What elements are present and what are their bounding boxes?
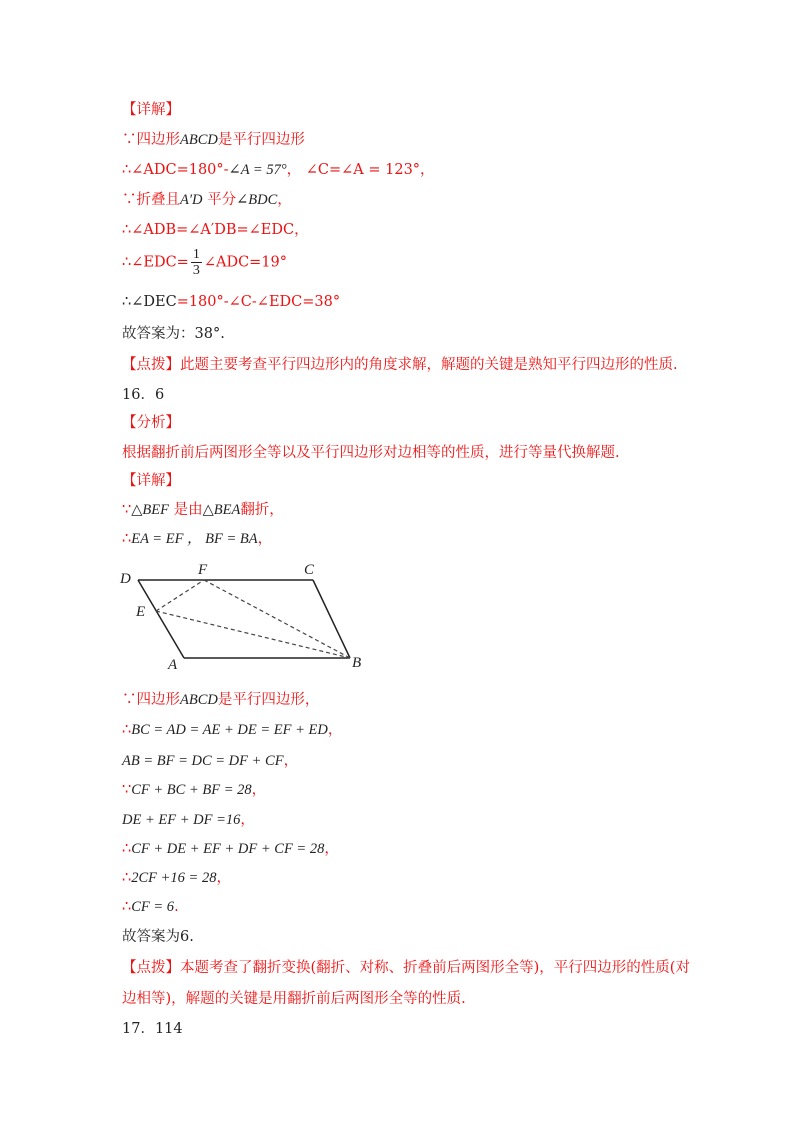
text: ∴∠ADC=180°-: [122, 162, 229, 178]
text: ，: [251, 782, 267, 798]
text: ，: [286, 162, 302, 178]
line-tip-1: [122, 355, 678, 375]
text: ∴∠ADB=∠A′DB=∠EDC，: [122, 222, 309, 238]
fraction-one-third: [191, 247, 202, 278]
text: ∵: [122, 502, 132, 518]
label-f: F: [198, 562, 208, 578]
text: 故答案为6.: [122, 929, 194, 945]
math-angle-a: ∠A = 57°: [228, 162, 287, 178]
text: ∴: [122, 722, 132, 738]
text: 16．6: [122, 387, 165, 403]
text: 17．114: [122, 1021, 183, 1037]
line-tip-2b: [122, 989, 466, 1009]
line-ab-eq: [122, 751, 298, 771]
numerator: 1: [192, 247, 200, 262]
math-triangle-bea: △BEA: [202, 502, 241, 518]
problem-number-17: [122, 1019, 183, 1039]
line-angle-adc: [122, 160, 435, 180]
line-fold-triangle: [122, 500, 284, 520]
parallelogram-figure: [118, 560, 368, 675]
math-cf-6: CF = 6: [131, 899, 175, 915]
segment-cb: [313, 580, 350, 658]
math-angle-bdc: ∠BDC: [236, 192, 278, 208]
text: 根据翻折前后两图形全等以及平行四边形对边相等的性质，进行等量代换解题.: [122, 445, 620, 461]
text: ∵四边形: [122, 132, 180, 148]
line-parallelogram-premise: [122, 130, 305, 150]
label-d: D: [120, 571, 131, 587]
text: 【详解】: [122, 473, 180, 489]
line-fold-bisect: [122, 190, 292, 210]
line-bc-eq: [122, 720, 342, 740]
line-cf-6: [122, 897, 179, 917]
line-answer-6: [122, 927, 194, 947]
text: ∠ADC=19°: [203, 254, 288, 271]
text: ∴: [122, 870, 132, 886]
problem-number-16: [122, 385, 164, 405]
text: 【点拨】本题考查了翻折变换(翻折、对称、折叠前后两图形全等)，平行四边形的性质(对: [122, 960, 690, 976]
segment-eb-dashed: [156, 611, 350, 658]
math-perimeter-28: CF + BC + BF = 28: [131, 782, 252, 798]
line-equal-segments: [122, 529, 272, 549]
text: ，: [324, 841, 339, 857]
line-answer-38: [122, 324, 225, 344]
line-angle-edc: [122, 247, 287, 278]
text: ∵折叠且: [122, 192, 180, 208]
segment-fb-dashed: [204, 580, 350, 658]
text: 【详解】: [122, 102, 180, 118]
section-heading-analysis: [122, 413, 180, 433]
text: ，: [283, 753, 299, 769]
text: ∴∠DEC: [122, 294, 177, 310]
math-perimeter-16: DE + EF + DF =16: [122, 812, 241, 828]
text: ，: [327, 722, 343, 738]
line-equal-angles: [122, 220, 309, 240]
math-ab-eq: AB = BF = DC = DF + CF: [122, 753, 284, 769]
line-sum-28: [122, 839, 339, 859]
text: 边相等)，解题的关键是用翻折前后两图形全等的性质.: [122, 991, 466, 1007]
text: ，: [257, 531, 273, 547]
denominator: 3: [192, 263, 200, 278]
math-sum-28: CF + DE + EF + DF + CF = 28: [131, 841, 325, 857]
math-a-prime-d: A′D: [180, 192, 203, 208]
math-abcd: ABCD: [180, 132, 218, 148]
text: 故答案为：38°.: [122, 326, 225, 342]
math-ea-ef-bf-ba: EA = EF ， BF = BA: [131, 531, 258, 547]
text: =180°-∠C-∠EDC=38°: [176, 294, 341, 310]
line-angle-dec: [122, 292, 340, 312]
text: 【点拨】此题主要考查平行四边形内的角度求解，解题的关键是熟知平行四边形的性质.: [122, 357, 678, 373]
text: 【分析】: [122, 415, 180, 431]
text: .: [174, 899, 179, 915]
text: ，: [216, 870, 231, 886]
label-e: E: [136, 604, 146, 620]
text: 是平行四边形，: [217, 692, 320, 708]
line-2cf: [122, 868, 231, 888]
text: 翻折，: [240, 502, 284, 518]
text: ，: [240, 812, 255, 828]
math-bc-eq: BC = AD = AE + DE = EF + ED: [131, 722, 328, 738]
text: 平分: [207, 192, 237, 208]
label-c: C: [304, 562, 315, 578]
math-abcd: ABCD: [180, 692, 218, 708]
text: ∴: [122, 899, 132, 915]
text: 是由: [173, 502, 203, 518]
text: ∴: [122, 531, 132, 547]
line-perimeter-16: [122, 810, 255, 830]
label-a: A: [168, 657, 178, 673]
text: ∴∠EDC=: [122, 254, 189, 271]
line-parallelogram-premise-2: [122, 690, 319, 710]
text: ，: [420, 162, 435, 178]
text: ∵四边形: [122, 692, 180, 708]
text: ∵: [122, 782, 132, 798]
line-tip-2a: [122, 958, 690, 978]
segment-ef-dashed: [156, 580, 204, 611]
section-heading-detail: [122, 100, 180, 120]
math-2cf: 2CF +16 = 28: [131, 870, 217, 886]
label-b: B: [352, 655, 362, 671]
text: ∠C=∠A = 123°: [305, 162, 421, 178]
math-triangle-bef: △BEF: [131, 502, 169, 518]
text: ，: [277, 192, 292, 208]
line-analysis: [122, 443, 620, 463]
section-heading-detail-2: [122, 471, 180, 491]
line-perimeter-28: [122, 780, 266, 800]
text: ∴: [122, 841, 132, 857]
text: 是平行四边形: [217, 132, 305, 148]
